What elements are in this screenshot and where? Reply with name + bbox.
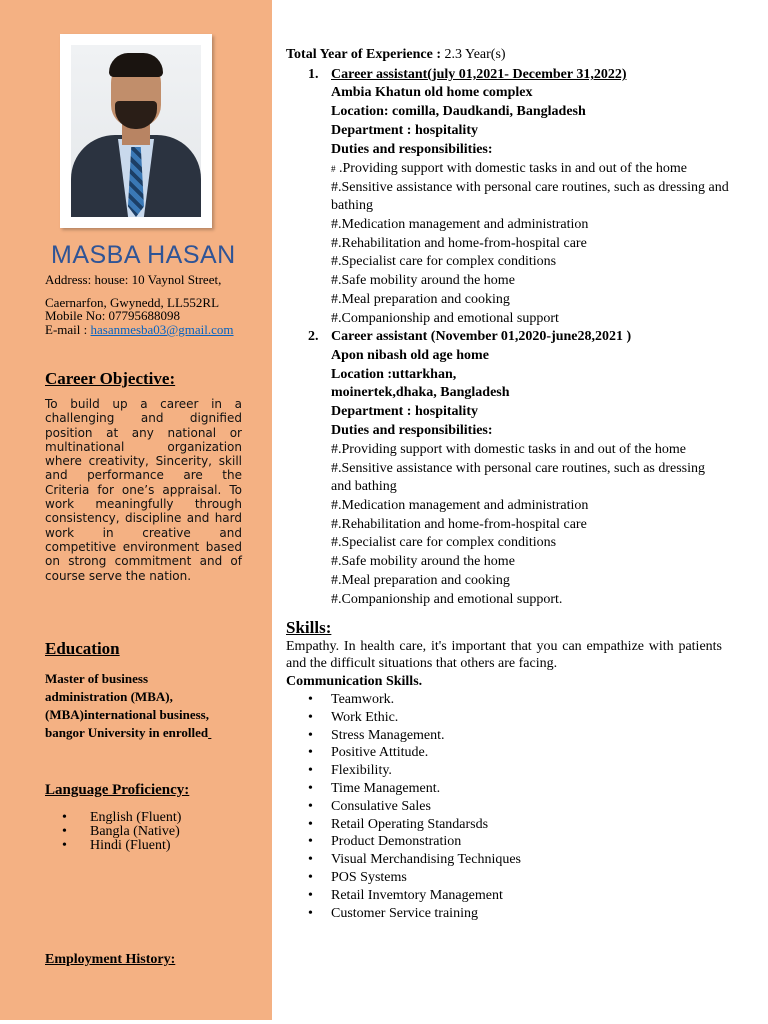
email-row bbox=[45, 323, 234, 337]
education-line: (MBA)international business, bbox=[45, 707, 209, 722]
job-department: Department : hospitality bbox=[331, 404, 478, 419]
skill-item: • Work Ethic. bbox=[308, 709, 521, 727]
job-duty: #.Companionship and emotional support. bbox=[331, 592, 563, 607]
language-list bbox=[62, 811, 181, 853]
skill-item: • Flexibility. bbox=[308, 762, 521, 780]
skill-item: • Teamwork. bbox=[308, 691, 521, 709]
skill-item: • Visual Merchandising Techniques bbox=[308, 851, 521, 869]
job-number: 2. bbox=[308, 329, 319, 344]
job-duties-heading: Duties and responsibilities: bbox=[331, 423, 493, 438]
job-duty-continued: bathing bbox=[331, 198, 373, 213]
skills-heading: Skills: bbox=[286, 618, 332, 637]
language-item: • Bangla (Native) bbox=[62, 825, 181, 839]
skill-item: • Customer Service training bbox=[308, 905, 521, 923]
total-experience bbox=[286, 47, 506, 63]
profile-photo bbox=[71, 45, 201, 217]
job-department: Department : hospitality bbox=[331, 123, 478, 138]
job-location-continued: moinertek,dhaka, Bangladesh bbox=[331, 385, 510, 400]
job-duty: # .Providing support with domestic tasks in and out of the home bbox=[331, 161, 688, 176]
communication-skills-heading: Communication Skills. bbox=[286, 674, 423, 689]
education-line: administration (MBA), bbox=[45, 689, 173, 704]
skills-intro: Empathy. In health care, it's important that you can empathize with patients and the difficult situations that others are facing. bbox=[286, 639, 722, 671]
total-experience-label: Total Year of Experience : bbox=[286, 47, 442, 62]
job-employer: Ambia Khatun old home complex bbox=[331, 85, 533, 100]
candidate-name: MASBA HASAN bbox=[51, 241, 236, 269]
job-employer: Apon nibash old age home bbox=[331, 348, 489, 363]
job-title: Career assistant(july 01,2021- December 31,2022) bbox=[331, 67, 627, 82]
job-duties-heading: Duties and responsibilities: bbox=[331, 142, 493, 157]
skill-item: • Retail Operating Standarsds bbox=[308, 816, 521, 834]
job-duty: #.Safe mobility around the home bbox=[331, 554, 515, 569]
email-link[interactable]: hasanmesba03@gmail.com bbox=[90, 322, 234, 337]
job-duty-continued: and bathing bbox=[331, 479, 397, 494]
education-line: Master of business bbox=[45, 671, 149, 686]
job-duty: #.Medication management and administration bbox=[331, 217, 589, 232]
job-duty: #.Meal preparation and cooking bbox=[331, 292, 510, 307]
skills-list bbox=[308, 691, 521, 922]
language-item: • English (Fluent) bbox=[62, 811, 181, 825]
email-label: E-mail : bbox=[45, 322, 88, 337]
sidebar bbox=[0, 0, 272, 1020]
job-duty: #.Sensitive assistance with personal care routines, such as dressing and bbox=[331, 180, 729, 195]
job-duty: #.Providing support with domestic tasks in and out of the home bbox=[331, 442, 687, 457]
job-duty: #.Companionship and emotional support bbox=[331, 311, 559, 326]
address-line-2: Caernarfon, Gwynedd, LL552RL bbox=[45, 295, 220, 310]
job-duty: #.Safe mobility around the home bbox=[331, 273, 515, 288]
job-duty: #.Meal preparation and cooking bbox=[331, 573, 510, 588]
job-number: 1. bbox=[308, 67, 319, 82]
education-heading: Education bbox=[45, 639, 120, 658]
language-heading: Language Proficiency: bbox=[45, 782, 190, 798]
language-item: • Hindi (Fluent) bbox=[62, 839, 181, 853]
job-duty: #.Rehabilitation and home-from-hospital care bbox=[331, 517, 587, 532]
skill-item: • POS Systems bbox=[308, 869, 521, 887]
job-title: Career assistant (November 01,2020-june28,2021 ) bbox=[331, 329, 632, 344]
profile-photo-frame bbox=[60, 34, 212, 228]
career-objective-heading: Career Objective: bbox=[45, 369, 176, 388]
job-duty: #.Medication management and administration bbox=[331, 498, 589, 513]
skill-item: • Stress Management. bbox=[308, 727, 521, 745]
skill-item: • Retail Invemtory Management bbox=[308, 887, 521, 905]
address-line-1: Address: house: 10 Vaynol Street, bbox=[45, 272, 222, 287]
job-location: Location :uttarkhan, bbox=[331, 367, 457, 382]
skill-item: • Time Management. bbox=[308, 780, 521, 798]
job-duty: #.Specialist care for complex conditions bbox=[331, 254, 557, 269]
job-duty: #.Specialist care for complex conditions bbox=[331, 535, 557, 550]
employment-history-heading: Employment History: bbox=[45, 952, 176, 967]
job-duty: #.Sensitive assistance with personal care routines, such as dressing bbox=[331, 461, 706, 476]
career-objective-text: To build up a career in a challenging and dignified position at any national or multinational organization where creativity, Sincerity, skill and performance are the Criteria for one’s appraisal. To work meaningfully through consistency, discipline and hard work in creative and competitive environment based on strong commitment and of course serve the nation. bbox=[45, 397, 242, 583]
skill-item: • Positive Attitude. bbox=[308, 744, 521, 762]
education-line: bangor University in enrolled bbox=[45, 725, 209, 740]
skill-item: • Consulative Sales bbox=[308, 798, 521, 816]
skill-item: • Product Demonstration bbox=[308, 833, 521, 851]
education-details bbox=[45, 670, 255, 742]
mobile-number: Mobile No: 07795688098 bbox=[45, 308, 181, 323]
total-experience-value: 2.3 Year(s) bbox=[444, 47, 506, 62]
job-location: Location: comilla, Daudkandi, Bangladesh bbox=[331, 104, 586, 119]
job-duty: #.Rehabilitation and home-from-hospital care bbox=[331, 236, 587, 251]
